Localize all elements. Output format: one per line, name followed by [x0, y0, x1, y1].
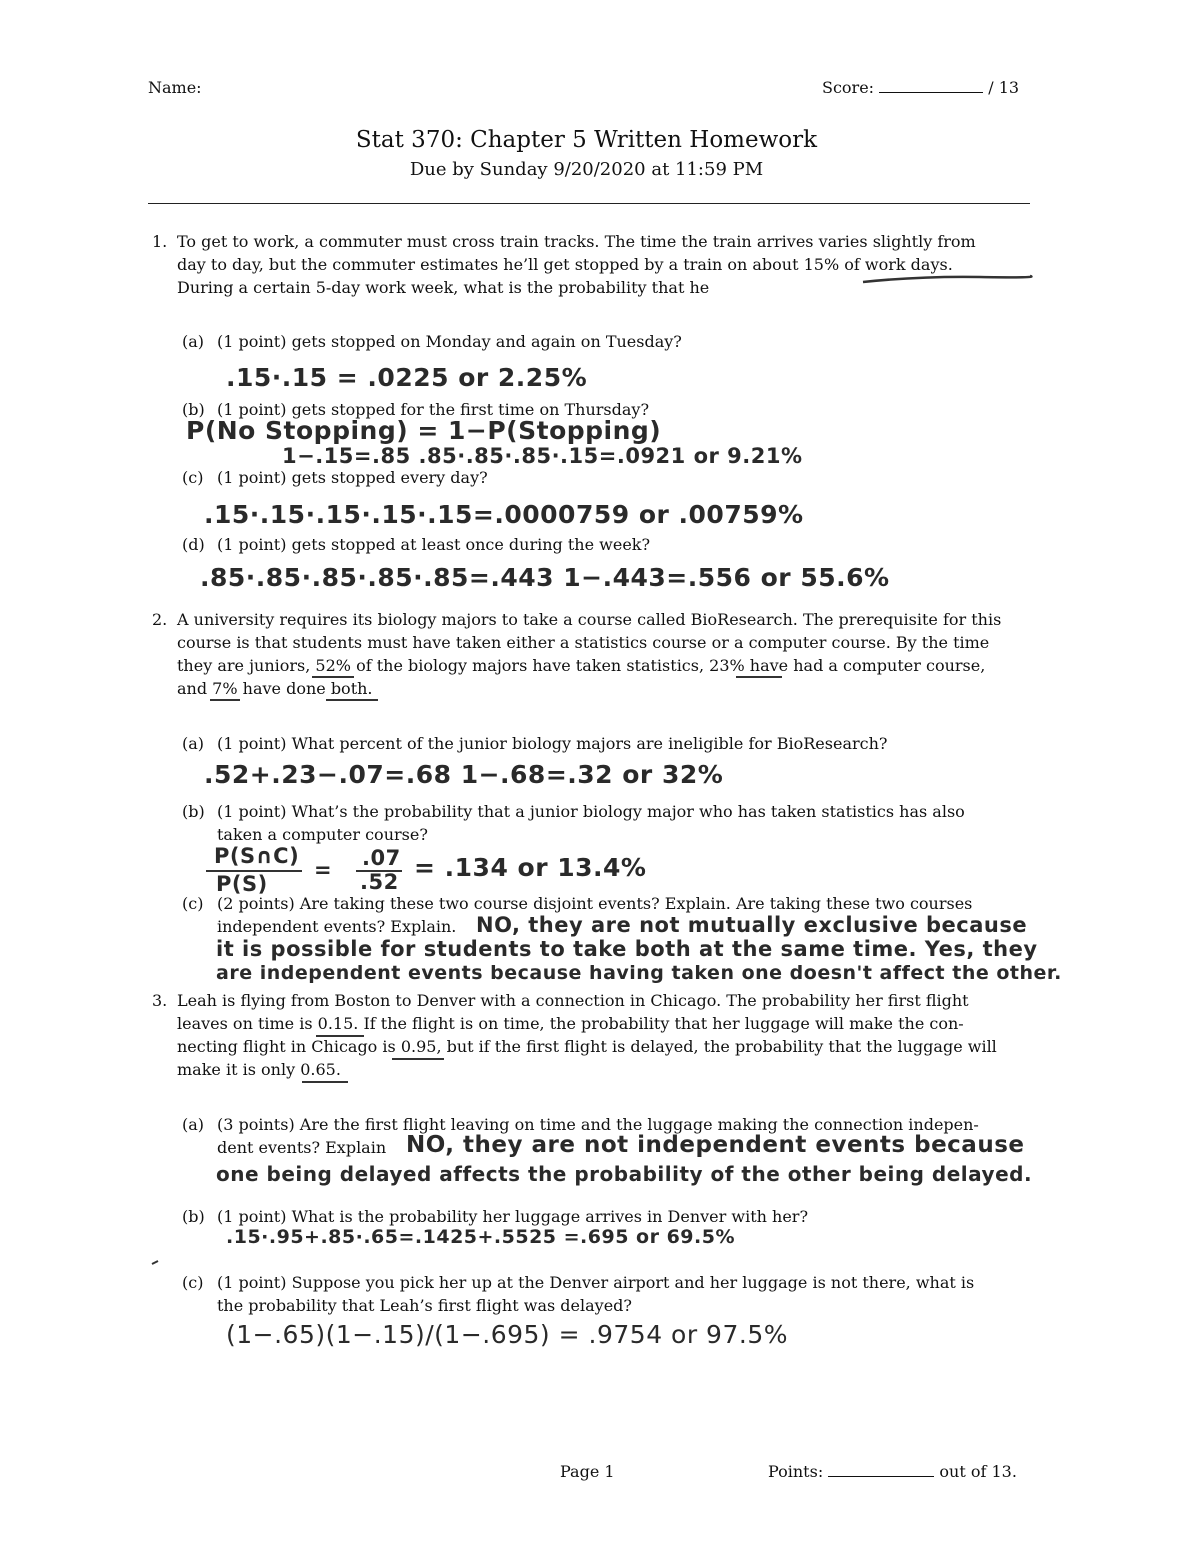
- q1-text-line3: During a certain 5-day work week, what is the probability that he: [177, 278, 710, 297]
- q2b-frac2-denominator: .52: [360, 870, 399, 894]
- q1d-text: (1 point) gets stopped at least once during the week?: [217, 535, 651, 554]
- points-label: Points:: [768, 1462, 824, 1481]
- q3a-answer-line2: one being delayed affects the probability of the other being delayed.: [216, 1162, 1033, 1186]
- q2-text-line2: course is that students must have taken either a statistics course or a computer course. By the time: [177, 633, 990, 652]
- q3-text-line4: make it is only 0.65.: [177, 1060, 341, 1079]
- stray-pen-mark: [150, 1255, 162, 1267]
- q1b-answer-line2: 1−.15=.85 .85·.85·.85·.15=.0921 or 9.21%: [282, 444, 803, 468]
- q2-text-line3: they are juniors, 52% of the biology majors have taken statistics, 23% have had a computer course,: [177, 656, 986, 675]
- q3b-answer: .15·.95+.85·.65=.1425+.5525 =.695 or 69.5%: [226, 1226, 736, 1248]
- q1b-text: (1 point) gets stopped for the first time on Thursday?: [217, 400, 650, 419]
- q3-text-line1: Leah is flying from Boston to Denver with a connection in Chicago. The probability her first flight: [177, 991, 969, 1010]
- q3a-answer-line1: NO, they are not independent events because: [406, 1132, 1025, 1158]
- q3b-label: (b): [182, 1207, 205, 1226]
- q2a-answer: .52+.23−.07=.68 1−.68=.32 or 32%: [204, 760, 724, 789]
- q2c-label: (c): [182, 894, 204, 913]
- q1-handwritten-underline: [860, 270, 1035, 286]
- q1a-text: (1 point) gets stopped on Monday and again on Tuesday?: [217, 332, 682, 351]
- q1-number: 1.: [152, 232, 168, 251]
- due-date: Due by Sunday 9/20/2020 at 11:59 PM: [409, 159, 764, 180]
- q2b-answer: = .134 or 13.4%: [414, 853, 647, 882]
- q2b-frac2-numerator: .07: [362, 846, 401, 870]
- q2-number: 2.: [152, 610, 168, 629]
- q3a-label: (a): [182, 1115, 205, 1134]
- q1c-label: (c): [182, 468, 204, 487]
- header-divider: [148, 203, 1030, 204]
- score-field: [822, 76, 1019, 99]
- q2-underline-52: [312, 676, 354, 678]
- q2c-text-line1: (2 points) Are taking these two course disjoint events? Explain. Are taking these two courses: [217, 894, 973, 913]
- q2b-text-line1: (1 point) What’s the probability that a junior biology major who has taken statistics has also: [217, 802, 965, 821]
- points-blank: [828, 1476, 934, 1477]
- q2a-label: (a): [182, 734, 205, 753]
- points-suffix: out of 13.: [939, 1462, 1017, 1481]
- q2c-answer-line3: are independent events because having taken one doesn't affect the other.: [216, 962, 1062, 984]
- q2-text-line1: A university requires its biology majors to take a course called BioResearch. The prerequisite for this: [177, 610, 1002, 629]
- q2b-frac1-numerator: P(S∩C): [214, 844, 300, 868]
- q3a-text-line2: dent events? Explain: [217, 1138, 387, 1157]
- score-label: Score:: [822, 78, 875, 97]
- q2c-text-line2: independent events? Explain.: [217, 917, 457, 936]
- q2-underline-both: [326, 699, 378, 701]
- q3c-text-line2: the probability that Leah’s first flight was delayed?: [217, 1296, 632, 1315]
- q2-underline-7: [210, 699, 240, 701]
- q3a-text-line1: (3 points) Are the first flight leaving on time and the luggage making the connection indepen-: [217, 1115, 979, 1134]
- q3-underline-065: [302, 1081, 348, 1083]
- q1c-text: (1 point) gets stopped every day?: [217, 468, 488, 487]
- q1c-answer: .15·.15·.15·.15·.15=.0000759 or .00759%: [204, 500, 804, 529]
- q2c-answer-line1: NO, they are not mutually exclusive because: [476, 913, 1028, 937]
- q2b-frac1-denominator: P(S): [216, 872, 268, 896]
- q3-underline-015: [316, 1035, 364, 1037]
- page-title: Stat 370: Chapter 5 Written Homework: [355, 127, 818, 153]
- q3-text-line2: leaves on time is 0.15. If the flight is on time, the probability that her luggage will make the con-: [177, 1014, 964, 1033]
- q3-underline-095: [392, 1058, 444, 1060]
- score-blank: [879, 92, 983, 93]
- q3c-text-line1: (1 point) Suppose you pick her up at the Denver airport and her luggage is not there, what is: [217, 1273, 975, 1292]
- q2-text-line4: and 7% have done both.: [177, 679, 373, 698]
- q1d-label: (d): [182, 535, 205, 554]
- page-number: Page 1: [560, 1462, 615, 1481]
- q1d-answer: .85·.85·.85·.85·.85=.443 1−.443=.556 or 55.6%: [200, 563, 890, 592]
- q2b-label: (b): [182, 802, 205, 821]
- q1b-label: (b): [182, 400, 205, 419]
- q3-text-line3: necting flight in Chicago is 0.95, but if the first flight is delayed, the probability that the luggage will: [177, 1037, 997, 1056]
- q1a-answer: .15·.15 = .0225 or 2.25%: [226, 363, 588, 392]
- q1a-label: (a): [182, 332, 205, 351]
- q2b-text-line2: taken a computer course?: [217, 825, 428, 844]
- q2a-text: (1 point) What percent of the junior biology majors are ineligible for BioResearch?: [217, 734, 888, 753]
- q3-number: 3.: [152, 991, 168, 1010]
- q2-underline-23: [736, 676, 782, 678]
- score-total: / 13: [988, 78, 1020, 97]
- q2c-answer-line2: it is possible for students to take both at the same time. Yes, they: [216, 937, 1038, 961]
- name-label: Name:: [148, 78, 202, 97]
- q3b-text: (1 point) What is the probability her luggage arrives in Denver with her?: [217, 1207, 809, 1226]
- q2b-equals: =: [314, 858, 333, 882]
- q1-text-line1: To get to work, a commuter must cross train tracks. The time the train arrives varies slightly from: [177, 232, 976, 251]
- points-field: [768, 1460, 1017, 1483]
- q1b-answer-line1: P(No Stopping) = 1−P(Stopping): [186, 416, 662, 445]
- q1-text-line2: day to day, but the commuter estimates he’ll get stopped by a train on about 15% of work days.: [177, 255, 953, 274]
- q3c-label: (c): [182, 1273, 204, 1292]
- q3c-answer: (1−.65)(1−.15)/(1−.695) = .9754 or 97.5%: [226, 1320, 788, 1349]
